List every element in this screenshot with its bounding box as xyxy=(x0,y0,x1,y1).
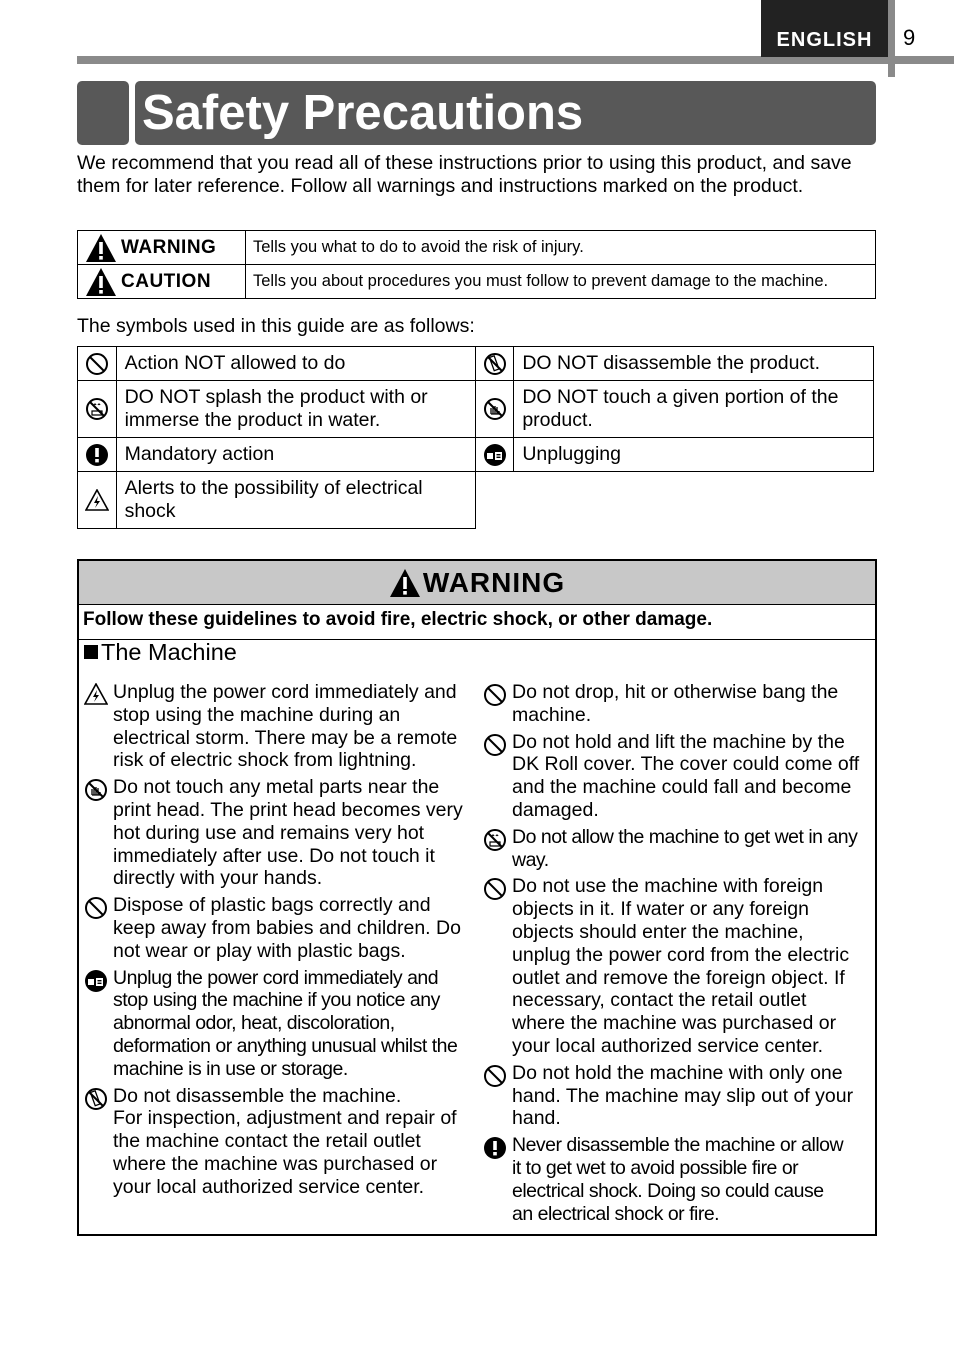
warning-item-text: Unplug the power cord immediately and stop using the machine if you notice any abnormal odor, heat, discoloration, deformation or anything unusual whilst the machine is in use or storage. xyxy=(113,966,458,1080)
no-touch-icon xyxy=(84,778,108,802)
warning-triangle-icon xyxy=(389,568,421,598)
list-item xyxy=(84,776,474,890)
no-touch-icon xyxy=(483,397,507,421)
warning-item-text: Do not hold the machine with only one hand. The machine may slip out of your hand. xyxy=(512,1061,854,1130)
list-item xyxy=(84,967,474,1081)
warning-items-right xyxy=(483,681,873,1229)
list-item xyxy=(84,894,474,962)
symbols-intro: The symbols used in this guide are as follows: xyxy=(77,315,475,337)
list-item xyxy=(84,1085,474,1199)
symbols-row xyxy=(78,472,874,529)
warning-box xyxy=(77,559,877,1236)
bullet-square-icon xyxy=(84,645,98,659)
symbol-no-splash-label: DO NOT splash the product with or immerse the product in water. xyxy=(116,381,475,438)
warning-box-title: WARNING xyxy=(422,566,566,598)
language-label: ENGLISH xyxy=(776,29,873,51)
symbols-row xyxy=(78,347,874,381)
warning-item-text: Do not disassemble the machine. For inspection, adjustment and repair of the machine contact the retail outlet where the machine was purchased or your local authorized service center. xyxy=(113,1084,457,1198)
header-divider xyxy=(888,0,895,77)
caution-triangle-icon xyxy=(85,267,117,297)
prohibited-icon xyxy=(483,733,507,757)
list-item xyxy=(483,681,873,727)
header-rule xyxy=(77,56,954,64)
section-heading-text: The Machine xyxy=(101,639,237,665)
warning-item-text: Do not use the machine with foreign objects in it. If water or any foreign objects should enter the machine, unplug the power cord from the electric outlet and remove the foreign object. If necessary, contact the retail outlet where the machine was purchased or your local authorized service center. xyxy=(512,875,850,1057)
title-block xyxy=(77,81,129,145)
list-item xyxy=(84,681,474,772)
warning-item-text: Dispose of plastic bags correctly and keep away from babies and children. Do not wear or play with plastic bags. xyxy=(113,894,461,962)
warning-item-text: Never disassemble the machine or allow it to get wet to avoid possible fire or electrical shock. Doing so could cause an electrical shock or fire. xyxy=(512,1134,844,1225)
warning-item-text: Do not drop, hit or otherwise bang the machine. xyxy=(512,681,839,726)
warning-item-text: Unplug the power cord immediately and stop using the machine during an electrical storm. There may be a remote risk of electric shock from lightning. xyxy=(113,681,458,772)
symbol-not-allowed-label: Action NOT allowed to do xyxy=(116,347,475,381)
list-item xyxy=(483,1062,873,1130)
page-number: 9 xyxy=(903,25,916,50)
legend-row-warning xyxy=(78,231,876,265)
warning-items-left xyxy=(84,681,474,1203)
symbol-electric-label: Alerts to the possibility of electrical shock xyxy=(116,472,475,529)
mandatory-icon xyxy=(85,443,109,467)
list-item xyxy=(483,731,873,822)
unplug-icon xyxy=(483,443,507,467)
signal-word-table xyxy=(77,230,876,299)
electric-shock-icon xyxy=(85,489,109,511)
list-item xyxy=(483,1134,873,1225)
warning-box-header xyxy=(79,561,875,605)
mandatory-icon xyxy=(483,1136,507,1160)
no-disassemble-icon xyxy=(483,352,507,376)
prohibited-icon xyxy=(483,683,507,707)
unplug-icon xyxy=(84,969,108,993)
no-disassemble-icon xyxy=(84,1087,108,1111)
legend-row-caution xyxy=(78,265,876,299)
warning-item-text: Do not allow the machine to get wet in any way. xyxy=(512,825,858,871)
legend-caution-label: CAUTION xyxy=(121,270,212,292)
warning-triangle-icon xyxy=(85,233,117,263)
list-item xyxy=(483,826,873,872)
symbols-row xyxy=(78,438,874,472)
warning-item-text: Do not touch any metal parts near the print head. The print head becomes very hot during use and remains very hot immediately after use. Do not touch it directly with your hands. xyxy=(113,776,463,890)
no-splash-icon xyxy=(85,397,109,421)
symbols-table xyxy=(77,346,874,529)
prohibited-icon xyxy=(84,896,108,920)
page-title: Safety Precautions xyxy=(135,81,876,145)
symbol-unplug-label: Unplugging xyxy=(514,438,874,472)
legend-caution-description: Tells you about procedures you must follow to prevent damage to the machine. xyxy=(246,265,876,299)
prohibited-icon xyxy=(483,877,507,901)
symbol-no-disassemble-label: DO NOT disassemble the product. xyxy=(514,347,874,381)
prohibited-icon xyxy=(85,352,109,376)
language-tab xyxy=(761,0,888,57)
symbol-mandatory-label: Mandatory action xyxy=(116,438,475,472)
prohibited-icon xyxy=(483,1064,507,1088)
intro-paragraph: We recommend that you read all of these instructions prior to using this product, and save them for later reference. Follow all warnings and instructions marked on the product. xyxy=(77,152,852,197)
section-heading xyxy=(84,639,237,666)
warning-item-text: Do not hold and lift the machine by the DK Roll cover. The cover could come off and the machine could fall and become damaged. xyxy=(512,730,860,821)
symbols-row xyxy=(78,381,874,438)
legend-warning-description: Tells you what to do to avoid the risk of injury. xyxy=(246,231,876,265)
list-item xyxy=(483,875,873,1057)
symbol-no-touch-label: DO NOT touch a given portion of the product. xyxy=(514,381,874,438)
no-splash-icon xyxy=(483,828,507,852)
warning-guideline: Follow these guidelines to avoid fire, electric shock, or other damage. xyxy=(79,605,875,640)
legend-warning-label: WARNING xyxy=(121,236,217,258)
electric-shock-icon xyxy=(84,683,108,705)
